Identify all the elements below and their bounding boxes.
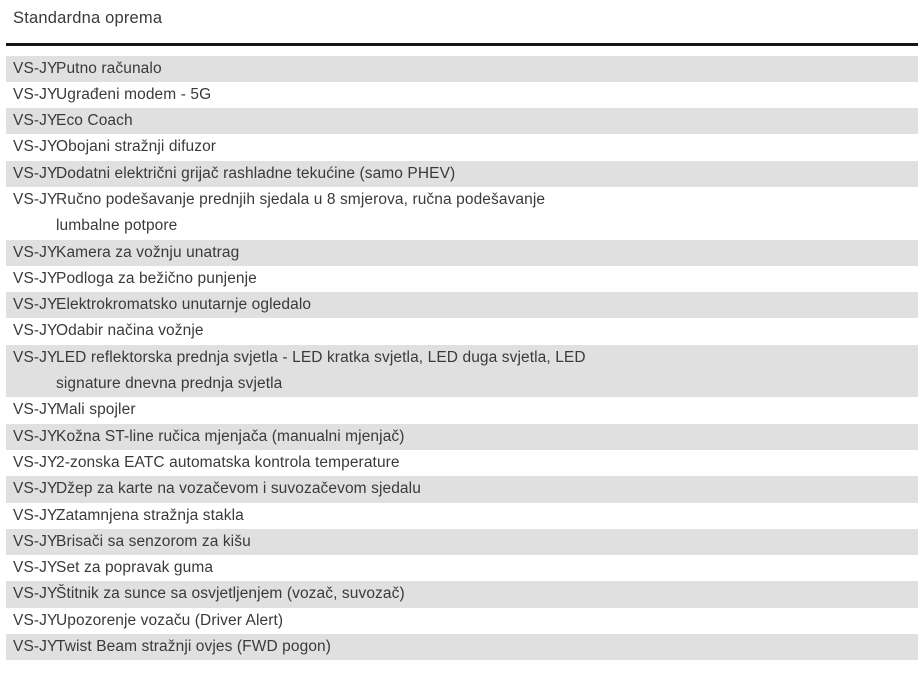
table-row <box>6 345 918 398</box>
option-description <box>56 503 918 529</box>
option-code: VS-JY <box>13 532 58 550</box>
table-row <box>6 581 918 607</box>
description-line: Podloga za bežično punjenje <box>56 269 257 287</box>
option-code: VS-JY <box>13 269 58 287</box>
option-code: VS-JY <box>13 296 58 314</box>
option-description <box>56 292 918 318</box>
option-code: VS-JY <box>13 138 58 156</box>
description-line: Elektrokromatsko unutarnje ogledalo <box>56 296 312 314</box>
equipment-page <box>0 9 920 680</box>
option-code: VS-JY <box>13 322 58 340</box>
description-line: Eco Coach <box>56 112 133 130</box>
description-line: Džep za karte na vozačevom i suvozačevom sjedalu <box>56 480 421 498</box>
option-description <box>56 608 918 634</box>
table-row <box>6 318 918 344</box>
table-row <box>6 240 918 266</box>
table-row <box>6 529 918 555</box>
table-row <box>6 450 918 476</box>
description-line: signature dnevna prednja svjetla <box>56 375 283 393</box>
option-description <box>56 82 918 108</box>
option-code: VS-JY <box>13 585 58 603</box>
page-title: Standardna oprema <box>13 9 163 27</box>
option-description <box>56 555 918 581</box>
option-code: VS-JY <box>13 453 58 471</box>
description-line: Upozorenje vozaču (Driver Alert) <box>56 611 284 629</box>
description-line: Ugrađeni modem - 5G <box>56 85 212 103</box>
option-description <box>56 240 918 266</box>
option-code: VS-JY <box>13 559 58 577</box>
description-line: Twist Beam stražnji ovjes (FWD pogon) <box>56 638 332 656</box>
description-line: Kožna ST-line ručica mjenjača (manualni mjenjač) <box>56 427 405 445</box>
table-row <box>6 608 918 634</box>
description-line: Mali spojler <box>56 401 136 419</box>
description-line: Putno računalo <box>56 59 162 77</box>
description-line: Obojani stražnji difuzor <box>56 138 217 156</box>
option-description <box>56 56 918 82</box>
option-description <box>56 634 918 660</box>
option-description <box>56 529 918 555</box>
option-code: VS-JY <box>13 480 58 498</box>
table-row <box>6 397 918 423</box>
option-code: VS-JY <box>13 638 58 656</box>
table-row <box>6 108 918 134</box>
option-description <box>56 424 918 450</box>
option-description <box>56 345 918 398</box>
option-code: VS-JY <box>13 348 58 366</box>
option-code: VS-JY <box>13 112 58 130</box>
option-description <box>56 187 918 240</box>
option-description <box>56 318 918 344</box>
option-description <box>56 476 918 502</box>
equipment-list <box>6 56 918 661</box>
option-code: VS-JY <box>13 59 58 77</box>
option-description <box>56 134 918 160</box>
table-row <box>6 503 918 529</box>
description-line: Ručno podešavanje prednjih sjedala u 8 smjerova, ručna podešavanje <box>56 190 546 208</box>
option-code: VS-JY <box>13 164 58 182</box>
description-line: Set za popravak guma <box>56 559 214 577</box>
option-code: VS-JY <box>13 190 58 208</box>
description-line: lumbalne potpore <box>56 217 178 235</box>
table-row <box>6 476 918 502</box>
description-line: Dodatni električni grijač rashladne tekućine (samo PHEV) <box>56 164 456 182</box>
description-line: Brisači sa senzorom za kišu <box>56 532 251 550</box>
table-row <box>6 292 918 318</box>
description-line: 2-zonska EATC automatska kontrola temperature <box>56 453 400 471</box>
option-code: VS-JY <box>13 401 58 419</box>
description-line: Odabir načina vožnje <box>56 322 204 340</box>
table-row <box>6 266 918 292</box>
description-line: LED reflektorska prednja svjetla - LED kratka svjetla, LED duga svjetla, LED <box>56 348 586 366</box>
table-row <box>6 555 918 581</box>
option-code: VS-JY <box>13 506 58 524</box>
option-description <box>56 161 918 187</box>
option-code: VS-JY <box>13 85 58 103</box>
option-description <box>56 450 918 476</box>
table-row <box>6 56 918 82</box>
table-row <box>6 161 918 187</box>
header-divider <box>6 43 918 46</box>
option-description <box>56 581 918 607</box>
table-row <box>6 187 918 240</box>
option-description <box>56 108 918 134</box>
table-row <box>6 424 918 450</box>
option-code: VS-JY <box>13 243 58 261</box>
table-row <box>6 634 918 660</box>
description-line: Kamera za vožnju unatrag <box>56 243 240 261</box>
table-row <box>6 134 918 160</box>
option-code: VS-JY <box>13 427 58 445</box>
option-code: VS-JY <box>13 611 58 629</box>
option-description <box>56 266 918 292</box>
description-line: Zatamnjena stražnja stakla <box>56 506 244 524</box>
table-row <box>6 82 918 108</box>
description-line: Štitnik za sunce sa osvjetljenjem (vozač, suvozač) <box>56 585 405 603</box>
option-description <box>56 397 918 423</box>
